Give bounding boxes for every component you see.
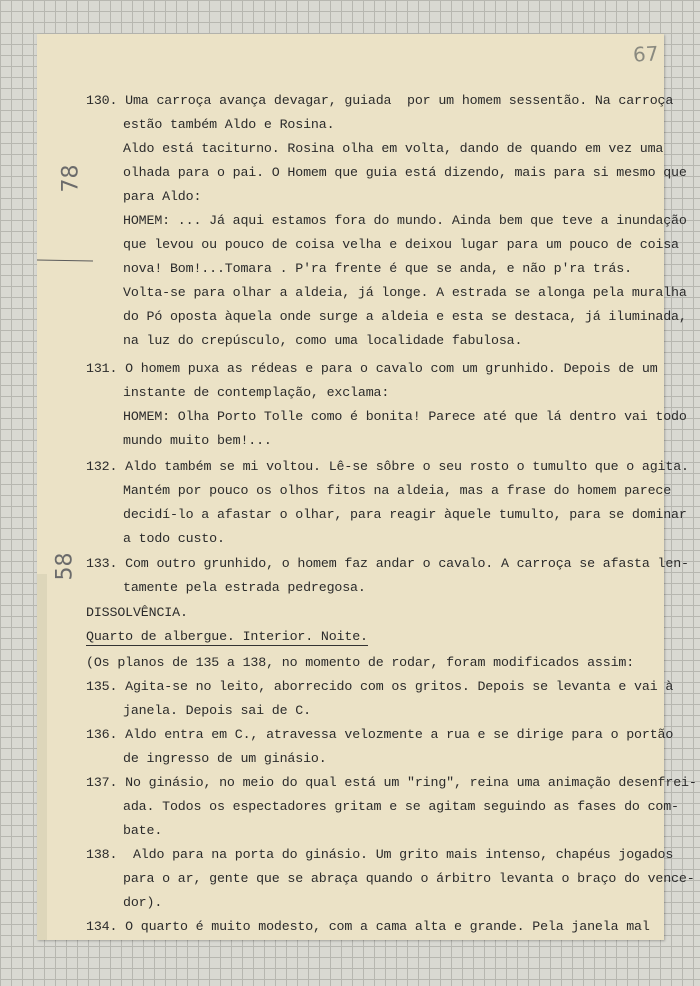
text-line: para Aldo: [123, 189, 202, 204]
text-line: HOMEM: Olha Porto Tolle como é bonita! Parece até que lá dentro vai todo [123, 409, 687, 424]
text-line: nova! Bom!...Tomara . P'ra frente é que se anda, e não p'ra trás. [123, 261, 632, 276]
text-line: HOMEM: ... Já aqui estamos fora do mundo. Ainda bem que teve a inundação [123, 213, 687, 228]
text-line: 135. Agita-se no leito, aborrecido com os gritos. Depois se levanta e vai à [86, 679, 674, 694]
text-line: 136. Aldo entra em C., atravessa velozmente a rua e se dirige para o portão [86, 727, 674, 742]
margin-pencil-line [37, 260, 93, 262]
text-line: 138. Aldo para na porta do ginásio. Um grito mais intenso, chapéus jogados [86, 847, 674, 862]
text-line: janela. Depois sai de C. [123, 703, 311, 718]
text-line: Mantém por pouco os olhos fitos na aldeia, mas a frase do homem parece [123, 483, 672, 498]
typewritten-page [37, 34, 697, 940]
text-line: a todo custo. [123, 531, 225, 546]
text-line: 134. O quarto é muito modesto, com a cama alta e grande. Pela janela mal [86, 919, 650, 934]
text-line: 130. Uma carroça avança devagar, guiada por um homem sessentão. Na carroça [86, 93, 674, 108]
text-line: decidí-lo a afastar o olhar, para reagir àquele tumulto, para se dominar [123, 507, 687, 522]
text-line: 131. O homem puxa as rédeas e para o cavalo com um grunhido. Depois de um [86, 361, 658, 376]
text-line: que levou ou pouco de coisa velha e deixou lugar para um pouco de coisa [123, 237, 679, 252]
page-number: 67 [631, 41, 659, 67]
transition-heading: DISSOLVÊNCIA. [86, 605, 188, 620]
margin-note: 78 [58, 164, 84, 193]
text-line: na luz do crepúsculo, como uma localidade fabulosa. [123, 333, 523, 348]
text-line: ada. Todos os espectadores gritam e se agitam seguindo as fases do com- [123, 799, 679, 814]
margin-note: 58 [52, 552, 78, 581]
text-line: (Os planos de 135 a 138, no momento de rodar, foram modificados assim: [86, 655, 635, 670]
text-line: estão também Aldo e Rosina. [123, 117, 335, 132]
text-line: de ingresso de um ginásio. [123, 751, 327, 766]
text-line: bate. [123, 823, 163, 838]
text-line: para o ar, gente que se abraça quando o árbitro levanta o braço do vence- [123, 871, 695, 886]
text-line: mundo muito bem!... [123, 433, 272, 448]
text-line: Volta-se para olhar a aldeia, já longe. A estrada se alonga pela muralha [123, 285, 687, 300]
text-line: olhada para o pai. O Homem que guia está dizendo, mais para si mesmo que [123, 165, 687, 180]
text-line: tamente pela estrada pedregosa. [123, 580, 366, 595]
text-line: do Pó oposta àquela onde surge a aldeia e esta se destaca, já iluminada, [123, 309, 687, 324]
text-line: 132. Aldo também se mi voltou. Lê-se sôbre o seu rosto o tumulto que o agita. [86, 459, 689, 474]
text-line: 137. No ginásio, no meio do qual está um "ring", reina uma animação desenfrei- [86, 775, 697, 790]
text-line: Aldo está taciturno. Rosina olha em volta, dando de quando em vez uma [123, 141, 664, 156]
text-line: dor). [123, 895, 163, 910]
text-line: 133. Com outro grunhido, o homem faz andar o cavalo. A carroça se afasta len- [86, 556, 689, 571]
text-line: instante de contemplação, exclama: [123, 385, 390, 400]
scene-heading: Quarto de albergue. Interior. Noite. [86, 629, 368, 644]
